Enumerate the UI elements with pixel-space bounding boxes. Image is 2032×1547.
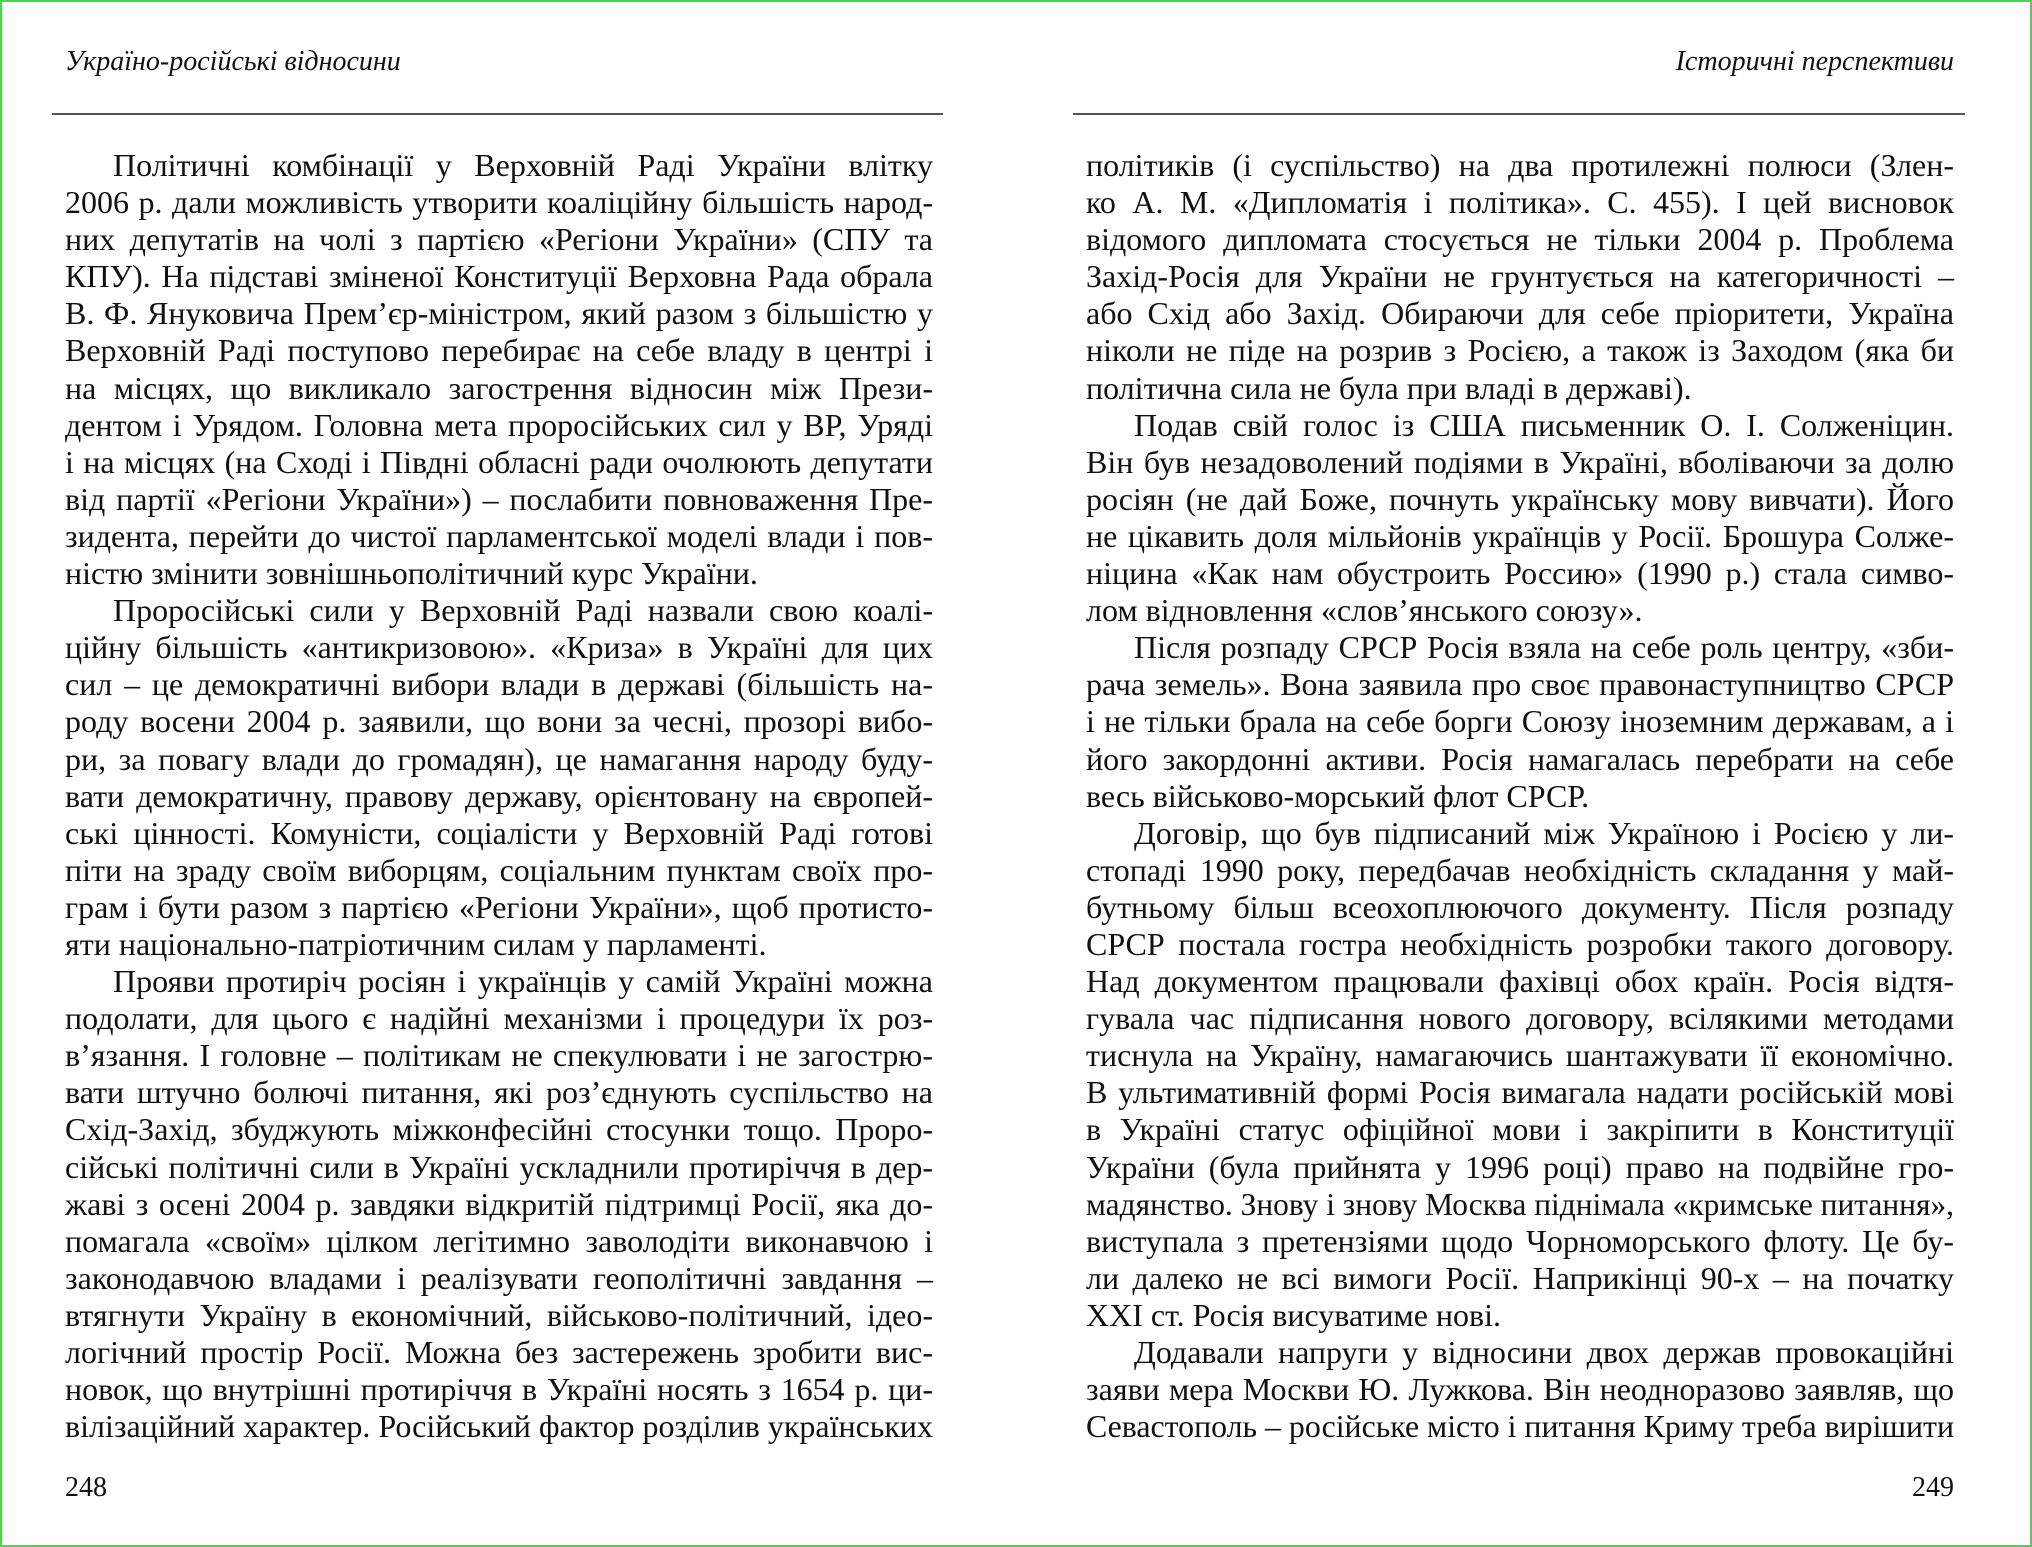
text-line <box>65 332 933 369</box>
right-page-number: 249 <box>1912 1472 1954 1503</box>
text-line-content: політиків (і суспільство) на два протилежні полюси (Злен- <box>1086 147 1954 183</box>
text-line-content: Захід-Росія для України не грунтується на категоричності – <box>1086 258 1954 295</box>
text-line <box>1086 666 1954 703</box>
text-line-content: Проросійські сили у Верховній Раді назвали свою коалі- <box>113 592 933 629</box>
text-line-content: вілізаційний характер. Російський фактор розділив українських <box>65 1408 933 1445</box>
text-line-content: законодавчою владами і реалізувати геополітичні завдання – <box>65 1259 933 1296</box>
text-line <box>65 481 933 518</box>
text-line-content: в’язання. І головне – політикам не спекулювати і не загострю- <box>65 1037 933 1074</box>
text-line-content: 2006 р. дали можливість утворити коаліційну більшість народ- <box>65 184 933 221</box>
text-line-content: Подав свій голос із США письменник О. І. Солженіцин. <box>1134 406 1954 443</box>
text-line-content: КПУ). На підставі зміненої Конституції Верховна Рада обрала <box>65 258 933 295</box>
text-line <box>1086 258 1954 295</box>
text-line <box>1086 1149 1954 1186</box>
paragraph <box>1086 147 1954 407</box>
text-line <box>1086 778 1954 815</box>
text-line-content: Схід-Захід, збуджують міжконфесійні стосунки тощо. Проро- <box>65 1111 933 1148</box>
text-line <box>1086 926 1954 963</box>
text-line-content: вати демократичну, правову державу, орієнтовану на європей- <box>65 777 933 814</box>
text-line <box>1086 1186 1954 1223</box>
text-line <box>65 1037 933 1074</box>
text-line-content: яти національно-патріотичним силам у парламенті. <box>65 925 767 962</box>
text-line-content: Прояви протиріч росіян і українців у самій Україні можна <box>113 963 933 1000</box>
right-page-body <box>1086 147 1954 1445</box>
text-line-content: ніколи не піде на розрив з Росією, а також із Заходом (яка би <box>1086 332 1954 369</box>
text-line <box>1086 889 1954 926</box>
text-line <box>65 1223 933 1260</box>
text-line-content: жаві з осені 2004 р. завдяки відкритій підтримці Росії, яка до- <box>65 1185 933 1222</box>
text-line <box>1086 1371 1954 1408</box>
text-line <box>65 1000 933 1037</box>
text-line <box>65 1297 933 1334</box>
text-line-content: і не тільки брала на себе борги Союзу іноземним державам, а і <box>1086 703 1954 740</box>
text-line <box>1086 518 1954 555</box>
text-line-content: або Схід або Захід. Обираючи для себе пріоритети, Україна <box>1086 295 1954 332</box>
text-line <box>1086 1074 1954 1111</box>
text-line-content: виступала з претензіями щодо Чорноморського флоту. Це бу- <box>1086 1222 1954 1259</box>
text-line-content: новок, що внутрішні протиріччя в Україні носять з 1654 р. ци- <box>65 1371 933 1408</box>
text-line-content: весь військово-морський флот СРСР. <box>1086 777 1590 814</box>
paragraph <box>65 592 933 963</box>
text-line-content: ційну більшість «антикризовою». «Криза» в Україні для цих <box>65 629 933 666</box>
text-line-content: на місцях, що викликало загострення відносин між Прези- <box>65 369 933 406</box>
text-line-content: тиснула на Україну, намагаючись шантажувати її економічно. <box>1086 1037 1954 1074</box>
text-line <box>1086 1260 1954 1297</box>
text-line-content: ко А. М. «Дипломатія і політика». С. 455). І цей висновок <box>1086 184 1954 221</box>
left-running-head: Україно-російські відносини <box>65 46 401 77</box>
text-line <box>65 1186 933 1223</box>
text-line <box>1086 184 1954 221</box>
text-line-content: Севастополь – російське місто і питання Криму треба вирішити <box>1086 1408 1954 1445</box>
text-line-content: дентом і Урядом. Головна мета проросійських сил у ВР, Уряді <box>65 406 933 443</box>
text-line-content: XXI ст. Росія висуватиме нові. <box>1086 1296 1502 1333</box>
text-line <box>1086 147 1954 184</box>
text-line <box>65 1408 933 1445</box>
text-line <box>65 926 933 963</box>
paragraph <box>1086 407 1954 630</box>
text-line <box>1086 370 1954 407</box>
text-line <box>65 184 933 221</box>
text-line-content: ри, за повагу влади до громадян), це намагання народу буду- <box>65 740 933 777</box>
text-line <box>1086 555 1954 592</box>
text-line-content: Верховній Раді поступово перебирає на себе владу в центрі і <box>65 332 933 369</box>
text-line <box>65 518 933 555</box>
text-line <box>65 1111 933 1148</box>
text-line <box>65 592 933 629</box>
text-line <box>65 444 933 481</box>
text-line-content: вати штучно болючі питання, які роз’єднують суспільство на <box>65 1074 933 1111</box>
text-line-content: Він був незадоволений подіями в Україні, вболіваючи за долю <box>1086 443 1954 480</box>
text-line <box>65 1371 933 1408</box>
text-line-content: гувала час підписання нового договору, всілякими методами <box>1086 1000 1954 1037</box>
text-line <box>1086 481 1954 518</box>
text-line <box>1086 332 1954 369</box>
text-line-content: лом відновлення «слов’янського союзу». <box>1086 592 1643 629</box>
text-line <box>65 852 933 889</box>
text-line-content: Над документом працювали фахівці обох країн. Росія відтя- <box>1086 963 1954 1000</box>
text-line <box>65 963 933 1000</box>
text-line-content: відомого дипломата стосується не тільки 2004 р. Проблема <box>1086 221 1954 258</box>
text-line <box>1086 1223 1954 1260</box>
text-line-content: логічний простір Росії. Можна без застережень зробити вис- <box>65 1334 933 1370</box>
text-line <box>1086 1111 1954 1148</box>
text-line-content: піти на зраду своїм виборцям, соціальним пунктам своїх про- <box>65 851 933 888</box>
text-line-content: Політичні комбінації у Верховній Раді України влітку <box>113 147 933 183</box>
text-line-content: втягнути Україну в економічний, військово-політичний, ідео- <box>65 1296 933 1333</box>
paragraph <box>65 147 933 592</box>
text-line <box>1086 963 1954 1000</box>
text-line-content: рача земель». Вона заявила про своє правонаступництво СРСР <box>1086 666 1954 703</box>
text-line <box>65 666 933 703</box>
text-line <box>1086 852 1954 889</box>
text-line <box>1086 815 1954 852</box>
text-line-content: його закордонні активи. Росія намагалась перебрати на себе <box>1086 740 1954 777</box>
text-line-content: ські цінності. Комуністи, соціалісти у Верховній Раді готові <box>65 814 933 851</box>
text-line <box>1086 1297 1954 1334</box>
text-line <box>1086 629 1954 666</box>
text-line-content: роду восени 2004 р. заявили, що вони за чесні, прозорі вибо- <box>65 703 933 740</box>
text-line-content: сійські політичні сили в Україні ускладнили протиріччя в дер- <box>65 1148 933 1185</box>
text-line <box>1086 703 1954 740</box>
paragraph <box>65 963 933 1445</box>
text-line-content: Додавали напруги у відносини двох держав провокаційні <box>1134 1334 1954 1370</box>
text-line <box>65 703 933 740</box>
text-line <box>1086 221 1954 258</box>
text-line <box>65 147 933 184</box>
text-line-content: від партії «Регіони України») – послабити повноваження Пре- <box>65 480 933 517</box>
text-line <box>65 221 933 258</box>
right-header-rule <box>1073 113 1965 115</box>
text-line <box>65 1074 933 1111</box>
text-line-content: в Україні статус офіційної мови і закріпити в Конституції <box>1086 1111 1954 1148</box>
text-line <box>65 741 933 778</box>
text-line-content: політична сила не була при владі в державі). <box>1086 369 1692 406</box>
text-line-content: України (була прийнята у 1996 році) право на подвійне гро- <box>1086 1148 1954 1185</box>
left-header-rule <box>52 113 943 115</box>
text-line <box>1086 592 1954 629</box>
text-line <box>1086 295 1954 332</box>
text-line-content: грам і бути разом з партією «Регіони України», щоб протисто- <box>65 888 933 925</box>
right-running-head: Історичні перспективи <box>1675 46 1954 77</box>
text-line-content: В ультимативній формі Росія вимагала надати російській мові <box>1086 1074 1954 1111</box>
text-line-content: бутньому більш всеохоплюючого документу. Після розпаду <box>1086 888 1954 925</box>
text-line <box>65 629 933 666</box>
text-line <box>65 370 933 407</box>
text-line <box>65 555 933 592</box>
text-line <box>1086 1000 1954 1037</box>
text-line <box>1086 1408 1954 1445</box>
text-line <box>65 407 933 444</box>
text-line-content: помагала «своїм» цілком легітимно заволодіти виконавчою і <box>65 1222 933 1259</box>
text-line-content: В. Ф. Януковича Прем’єр-міністром, який разом з більшістю у <box>65 295 933 332</box>
text-line-content: Після розпаду СРСР Росія взяла на себе роль центру, «зби- <box>1134 629 1954 666</box>
text-line-content: ніцина «Как нам обустроить Россию» (1990 р.) стала симво- <box>1086 555 1954 592</box>
text-line-content: них депутатів на чолі з партією «Регіони України» (СПУ та <box>65 221 933 258</box>
text-line-content: ністю змінити зовнішньополітичний курс України. <box>65 555 758 592</box>
text-line <box>1086 444 1954 481</box>
text-line-content: росіян (не дай Боже, почнуть українську мову вивчати). Його <box>1086 480 1954 517</box>
text-line <box>1086 1037 1954 1074</box>
text-line <box>1086 741 1954 778</box>
text-line-content: сил – це демократичні вибори влади в державі (більшість на- <box>65 666 933 703</box>
paragraph <box>1086 1334 1954 1445</box>
left-page-body <box>65 147 933 1445</box>
text-line <box>65 295 933 332</box>
text-line-content: стопаді 1990 року, передбачав необхідність складання у май- <box>1086 851 1954 888</box>
text-line <box>65 1149 933 1186</box>
text-line <box>65 778 933 815</box>
text-line-content: СРСР постала гостра необхідність розробки такого договору. <box>1086 925 1954 962</box>
text-line-content: мадянство. Знову і знову Москва піднімала «кримське питання», <box>1086 1185 1954 1222</box>
text-line <box>65 258 933 295</box>
paragraph <box>1086 815 1954 1334</box>
text-line <box>65 815 933 852</box>
text-line-content: і на місцях (на Сході і Півдні обласні ради очолюють депутати <box>65 443 933 480</box>
text-line <box>1086 407 1954 444</box>
text-line <box>65 889 933 926</box>
text-line <box>1086 1334 1954 1371</box>
text-line-content: Договір, що був підписаний між Україною і Росією у ли- <box>1134 814 1954 851</box>
left-page-number: 248 <box>65 1472 107 1503</box>
text-line-content: не цікавить доля мільйонів українців у Росії. Брошура Солже- <box>1086 517 1954 554</box>
paragraph <box>1086 629 1954 814</box>
text-line <box>65 1260 933 1297</box>
text-line <box>65 1334 933 1371</box>
text-line-content: заяви мера Москви Ю. Лужкова. Він неодноразово заявляв, що <box>1086 1371 1954 1408</box>
text-line-content: ли далеко не всі вимоги Росії. Наприкінці 90-х – на початку <box>1086 1259 1954 1296</box>
text-line-content: зидента, перейти до чистої парламентської моделі влади і пов- <box>65 517 933 554</box>
text-line-content: подолати, для цього є надійні механізми і процедури їх роз- <box>65 1000 933 1037</box>
